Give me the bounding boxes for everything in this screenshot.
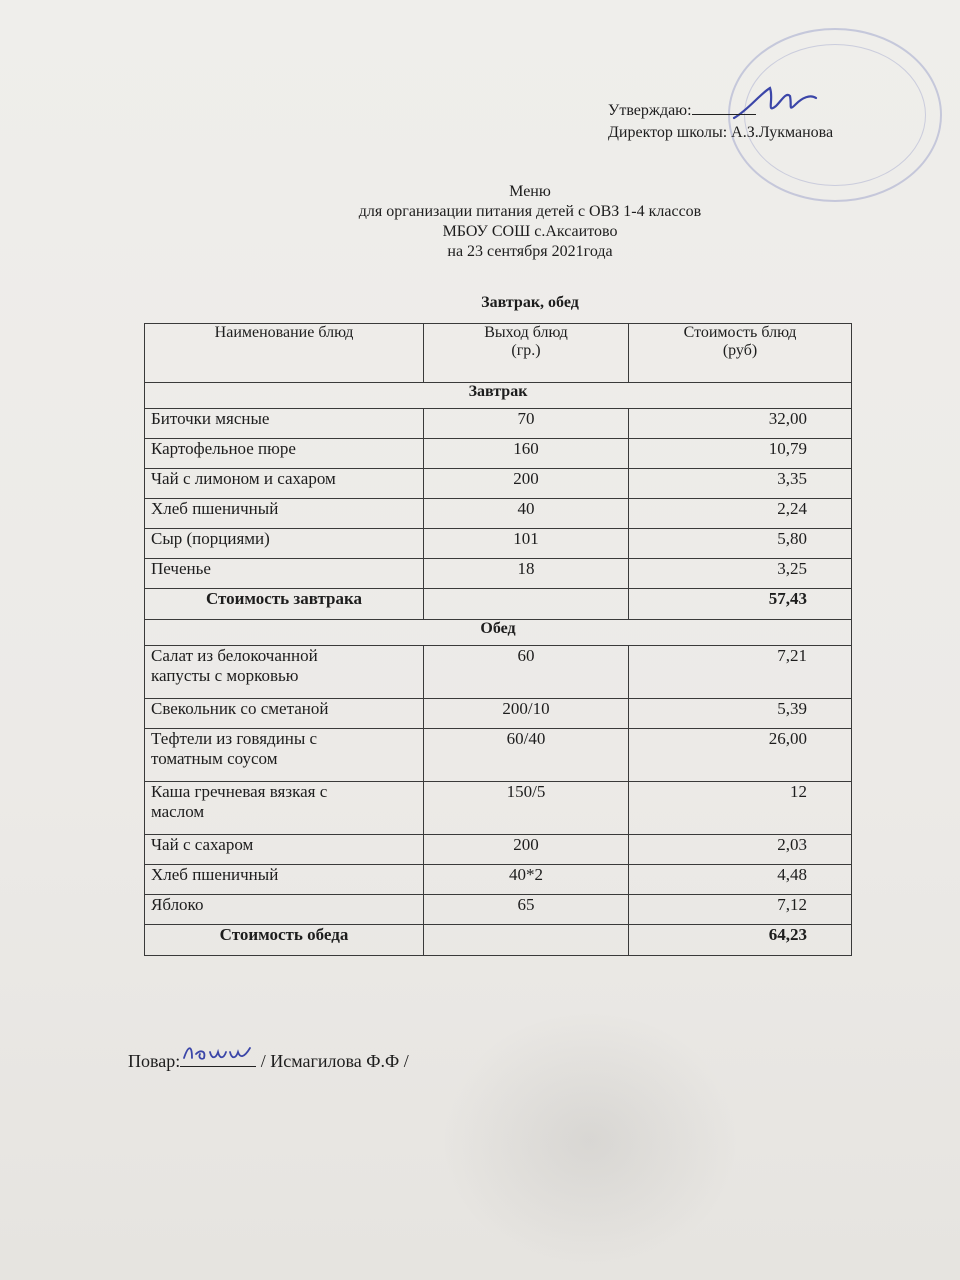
approve-signature-line	[692, 100, 756, 115]
dish-output: 40*2	[424, 865, 629, 895]
table-row	[145, 529, 852, 559]
breakfast-section-row	[145, 383, 852, 409]
approval-block	[608, 100, 833, 144]
dish-output: 150/5	[424, 782, 629, 835]
header-cost	[629, 324, 852, 383]
header-name: Наименование блюд	[145, 324, 424, 383]
dish-cost: 7,21	[629, 646, 852, 699]
dish-output: 101	[424, 529, 629, 559]
header-output	[424, 324, 629, 383]
dish-output: 200	[424, 835, 629, 865]
dish-output: 160	[424, 439, 629, 469]
dish-output: 70	[424, 409, 629, 439]
approve-label: Утверждаю:	[608, 102, 692, 119]
dish-name	[145, 782, 424, 835]
dish-output: 40	[424, 499, 629, 529]
dish-name-line1: Каша гречневая вязкая с	[151, 782, 328, 801]
cook-signature-block	[128, 1050, 409, 1072]
dish-output: 200	[424, 469, 629, 499]
cook-signature	[180, 1040, 256, 1066]
dish-cost: 26,00	[629, 729, 852, 782]
lunch-total-empty	[424, 925, 629, 956]
dish-name: Биточки мясные	[145, 409, 424, 439]
table-header-row	[145, 324, 852, 383]
document-title: Меню	[509, 183, 551, 200]
lunch-label: Обед	[145, 620, 852, 646]
dish-name-line1: Салат из белокочанной	[151, 646, 318, 665]
school-name: МБОУ СОШ с.Аксаитово	[442, 223, 618, 240]
dish-name: Хлеб пшеничный	[145, 865, 424, 895]
dish-name-line1: Тефтели из говядины с	[151, 729, 318, 748]
dish-cost: 3,25	[629, 559, 852, 589]
breakfast-label: Завтрак	[145, 383, 852, 409]
dish-name: Сыр (порциями)	[145, 529, 424, 559]
dish-name: Чай с сахаром	[145, 835, 424, 865]
header-cost-line1: Стоимость блюд	[683, 324, 797, 341]
table-row	[145, 409, 852, 439]
header-output-line1: Выход блюд	[484, 324, 568, 341]
table-row	[145, 835, 852, 865]
dish-cost: 3,35	[629, 469, 852, 499]
table-row	[145, 439, 852, 469]
dish-cost: 4,48	[629, 865, 852, 895]
table-row	[145, 895, 852, 925]
header-cost-line2: (руб)	[722, 342, 758, 359]
dish-name-line2: маслом	[151, 802, 205, 821]
dish-name: Яблоко	[145, 895, 424, 925]
table-row	[145, 646, 852, 699]
approve-line	[608, 100, 833, 122]
table-row	[145, 699, 852, 729]
cook-signature-line	[180, 1050, 256, 1067]
lunch-total-label: Стоимость обеда	[145, 925, 424, 956]
table-row	[145, 865, 852, 895]
lunch-section-row	[145, 620, 852, 646]
dish-cost: 12	[629, 782, 852, 835]
dish-cost: 32,00	[629, 409, 852, 439]
table-row	[145, 499, 852, 529]
copy-smudge	[440, 1010, 740, 1270]
header-output-line2: (гр.)	[511, 342, 541, 359]
meals-heading: Завтрак, обед	[481, 294, 579, 311]
dish-cost: 10,79	[629, 439, 852, 469]
dish-output: 200/10	[424, 699, 629, 729]
dish-cost: 2,03	[629, 835, 852, 865]
breakfast-total-row	[145, 589, 852, 620]
dish-output: 60	[424, 646, 629, 699]
lunch-total-value: 64,23	[629, 925, 852, 956]
breakfast-total-label: Стоимость завтрака	[145, 589, 424, 620]
dish-name-line2: капусты с морковью	[151, 666, 299, 685]
cook-name: / Исмагилова Ф.Ф /	[260, 1051, 409, 1071]
dish-cost: 5,80	[629, 529, 852, 559]
dish-output: 65	[424, 895, 629, 925]
lunch-total-row	[145, 925, 852, 956]
dish-name: Хлеб пшеничный	[145, 499, 424, 529]
dish-name: Картофельное пюре	[145, 439, 424, 469]
dish-output: 60/40	[424, 729, 629, 782]
dish-name: Свекольник со сметаной	[145, 699, 424, 729]
dish-cost: 2,24	[629, 499, 852, 529]
dish-name-line2: томатным соусом	[151, 749, 278, 768]
table-row	[145, 559, 852, 589]
table-row	[145, 469, 852, 499]
dish-cost: 7,12	[629, 895, 852, 925]
cook-label: Повар:	[128, 1051, 181, 1071]
dish-output: 18	[424, 559, 629, 589]
director-line: Директор школы: А.З.Лукманова	[608, 124, 834, 141]
document-subtitle: для организации питания детей с ОВЗ 1-4 классов	[358, 203, 702, 220]
table-row	[145, 729, 852, 782]
dish-name: Чай с лимоном и сахаром	[145, 469, 424, 499]
dish-name: Печенье	[145, 559, 424, 589]
document-titles	[200, 182, 860, 262]
dish-name	[145, 729, 424, 782]
table-row	[145, 782, 852, 835]
menu-date: на 23 сентября 2021года	[447, 243, 613, 260]
breakfast-total-empty	[424, 589, 629, 620]
dish-cost: 5,39	[629, 699, 852, 729]
menu-table	[144, 323, 852, 956]
breakfast-total-value: 57,43	[629, 589, 852, 620]
dish-name	[145, 646, 424, 699]
